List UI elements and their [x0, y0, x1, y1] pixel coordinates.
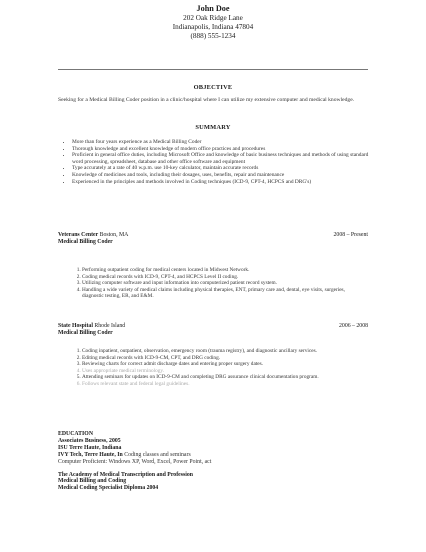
summary-list	[58, 139, 372, 185]
summary-item: • Proficient in general office duties, including Microsoft Office and knowledge of basic business techniques and methods of using standard word processing, spreadsheet, database and other office software and equipment	[72, 152, 372, 165]
summary-item: • Type accurately at a rate of 40 w.p.m. use 10-key calculator, maintain accurate records	[72, 165, 372, 172]
duty-item: 6. Follows relevant state and federal legal guidelines.	[82, 381, 364, 388]
address-line: 202 Oak Ridge Lane	[183, 14, 243, 22]
duty-item: 5. Attending seminars for updates on ICD-9-CM and completing DRG assurance clinical documentation program.	[82, 374, 364, 381]
summary-item: • Knowledge of medicines and tools, including their dosages, uses, benefits, repair and maintenance	[72, 172, 372, 179]
duty-item: 4. Uses appropriate medical terminology.	[82, 368, 364, 375]
duty-item: 4. Handling a wide variety of medical claims including physical therapies, ENT, primary care and, dental, eye visits, surgeries, diagnostic testing, ER, and E&M.	[82, 287, 364, 300]
employer-name: State Hospital	[58, 323, 93, 329]
education-heading: EDUCATION	[58, 431, 93, 437]
job-title: Medical Billing Coder	[58, 330, 113, 337]
job-title: Medical Billing Coder	[58, 239, 113, 246]
employer-location: Rhode Island	[94, 323, 126, 329]
duty-item: 1. Coding inpatient, outpatient, observation, emergency room (trauma registry), and diagnostic ancillary services.	[82, 348, 364, 355]
job-header	[58, 323, 368, 338]
duty-item: 2. Coding medical records with ICD-9, CPT-4, and HCPCS Level II coding.	[82, 274, 364, 281]
job-duties	[72, 348, 364, 388]
objective-text: Seeking for a Medical Billing Coder position in a clinic/hospital where I can utilize my extensive computer and medical knowledge.	[58, 97, 355, 103]
duty-item: 1. Performing outpatient coding for medical centers located in Midwest Network.	[82, 267, 364, 274]
education-line: Computer Proficient: Windows XP, Word, Excel, Power Point, act	[58, 458, 212, 465]
education-line: Associates Business, 2005	[58, 437, 121, 444]
education-line: Medical Billing and Coding	[58, 478, 127, 485]
duty-item: 3. Reviewing charts for correct admit discharge dates and entering proper surgery dates.	[82, 361, 364, 368]
education-line: IVY Tech, Terre Haute, In	[58, 451, 123, 458]
employer-location: Boston, MA	[99, 232, 129, 238]
duty-item: 2. Editing medical records with ICD-9-CM, CPT, and DRG coding.	[82, 355, 364, 362]
job-duties	[72, 267, 364, 300]
applicant-name: John Doe	[196, 4, 230, 13]
summary-item: • Experienced in the principles and methods involved in Coding techniques (ICD-9, CPT-4, HCPCS and DRG's)	[72, 179, 372, 186]
resume-header	[0, 4, 426, 41]
education-line: The Academy of Medical Transcription and Profession	[58, 471, 193, 478]
education-section	[58, 431, 368, 492]
summary-item: • More than four years experience as a Medical Billing Coder	[72, 139, 372, 146]
duty-item: 3. Utilizing computer software and input information into computerized patient record system.	[82, 280, 364, 287]
education-line-extra: Coding classes and seminars	[124, 451, 191, 458]
education-line: ISU Terre Haute, Indiana	[58, 444, 122, 451]
summary-heading: SUMMARY	[195, 124, 231, 131]
job-header	[58, 232, 368, 247]
education-line: Medical Coding Specialist Diploma 2004	[58, 485, 159, 492]
job-dates: 2006 – 2008	[339, 323, 368, 329]
job-dates: 2008 – Present	[333, 232, 368, 238]
employer-name: Veterans Center	[58, 232, 99, 238]
city-line: Indianapolis, Indiana 47804	[172, 23, 254, 31]
phone-line: (888) 555-1234	[190, 32, 236, 40]
objective-heading: OBJECTIVE	[193, 84, 233, 91]
divider	[58, 69, 368, 70]
summary-item: • Thorough knowledge and excellent knowledge of modern office practices and procedures	[72, 146, 372, 153]
